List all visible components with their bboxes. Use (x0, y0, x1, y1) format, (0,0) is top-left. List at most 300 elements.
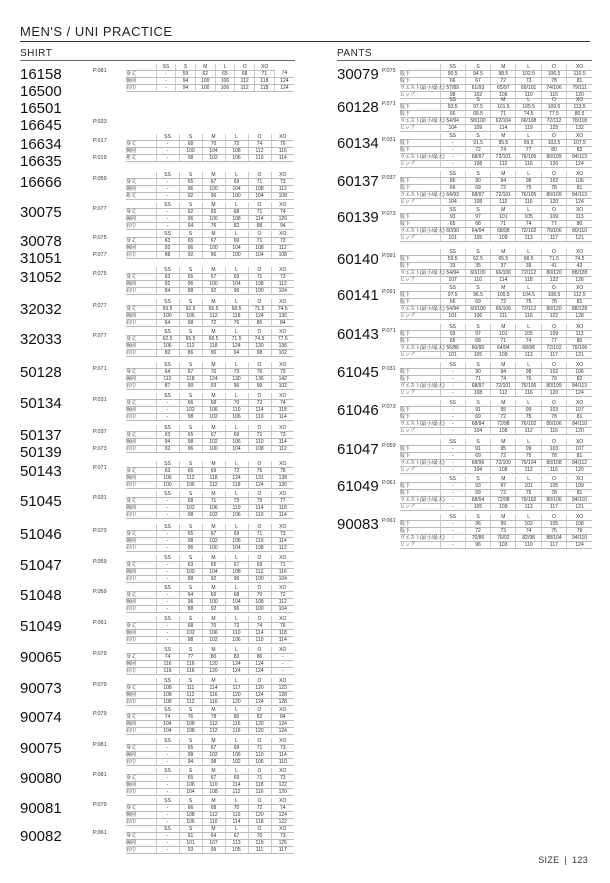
measurement-value: 76 (516, 376, 541, 383)
measurement-value: 71 (491, 221, 516, 228)
measurement-value: 117 (541, 542, 566, 549)
measurement-value: 66 (440, 185, 465, 192)
size-header-cell: S (465, 64, 490, 71)
measurement-value: 112 (235, 78, 255, 85)
measurement-value: 110 (248, 155, 271, 162)
product-code: 16158 (20, 66, 62, 83)
measurement-row (126, 400, 294, 407)
size-table (126, 491, 294, 519)
measurement-value: 65/97 (491, 85, 516, 92)
measurement-value: 79 (271, 369, 294, 376)
measurement-value: 108 (248, 545, 271, 552)
measurement-value: 81 (567, 299, 592, 306)
measurement-value: 96 (465, 542, 490, 549)
size-header-cell: L (516, 97, 541, 104)
size-header-cell: SS (440, 476, 465, 483)
measurement-value: 96 (179, 446, 202, 453)
measurement-value: 118 (255, 85, 275, 92)
measurement-value: 94 (271, 223, 294, 230)
measurement-label: 身丈 (126, 306, 156, 313)
measurement-value: 72 (248, 805, 271, 812)
page-reference: P.073 (93, 528, 107, 534)
measurement-label: 身丈 (126, 562, 156, 569)
size-table (400, 439, 592, 474)
measurement-label: ヒップ (400, 161, 440, 168)
size-header-cell: M (202, 585, 225, 592)
measurement-value: - (440, 467, 465, 474)
measurement-value: 99 (491, 521, 516, 528)
measurement-value: 84 (271, 714, 294, 721)
measurement-value: 106 (179, 482, 202, 489)
size-table (126, 172, 294, 200)
product-code: 90083 (337, 516, 379, 533)
size-header-cell: S (465, 249, 490, 256)
size-header-cell: XO (271, 362, 294, 369)
measurement-value: 62 (179, 209, 202, 216)
measurement-value: 111 (179, 685, 202, 692)
measurement-label: 肩巾 (126, 85, 156, 92)
size-table (400, 171, 592, 206)
size-header-cell: L (516, 400, 541, 407)
size-header-cell: XO (271, 707, 294, 714)
product-code: 51046 (20, 526, 62, 543)
size-header-cell: S (465, 133, 490, 140)
size-header-cell: L (215, 64, 235, 71)
size-table (400, 514, 592, 549)
measurement-row (126, 782, 294, 789)
size-header-cell: O (541, 285, 566, 292)
measurement-value: 124 (248, 313, 271, 320)
measurement-value: 90 (465, 178, 490, 185)
measurement-value: 109 (567, 483, 592, 490)
measurement-value: 117 (271, 847, 294, 854)
page-reference: P.079 (93, 711, 107, 717)
measurement-value: 72/98 (491, 497, 516, 504)
product-code: 50139 (20, 444, 62, 461)
measurement-label: 胸囲 (126, 721, 156, 728)
size-header-cell: M (202, 425, 225, 432)
measurement-value: 98 (516, 178, 541, 185)
measurement-value: 64/94 (491, 345, 516, 352)
measurement-value: 107 (567, 446, 592, 453)
measurement-value: 73 (271, 833, 294, 840)
measurement-value: 110 (516, 92, 541, 99)
measurement-value: 102 (202, 155, 225, 162)
size-header-cell: O (248, 134, 271, 141)
page-reference: P.091 (382, 253, 396, 259)
size-table (126, 134, 294, 162)
measurement-value: 128 (567, 313, 592, 320)
size-header-cell: S (179, 524, 202, 531)
measurement-row (400, 331, 592, 338)
measurement-value: 94/110 (567, 535, 592, 542)
measurement-value: 121 (567, 504, 592, 511)
measurement-value: 102 (202, 512, 225, 519)
size-header-cell: SS (156, 134, 179, 141)
size-table (126, 707, 294, 735)
size-header-cell: L (516, 133, 541, 140)
page-reference: P.073 (382, 404, 396, 410)
size-table (126, 585, 294, 613)
measurement-value: 84/110 (567, 421, 592, 428)
measurement-value: 106 (225, 637, 248, 644)
measurement-value: 67 (202, 531, 225, 538)
measurement-value: 104 (440, 199, 465, 206)
measurement-label: 股下 (400, 214, 440, 221)
measurement-value: 74 (156, 654, 179, 661)
size-header-cell: M (195, 64, 215, 71)
measurement-value: 72/101 (491, 154, 516, 161)
measurement-value: 68.5 (465, 111, 490, 118)
measurement-label: 胸囲 (126, 78, 156, 85)
measurement-value: 93 (465, 483, 490, 490)
measurement-value: 118 (202, 475, 225, 482)
measurement-value: 106 (215, 78, 235, 85)
measurement-value: - (440, 497, 465, 504)
measurement-value: 69 (225, 745, 248, 752)
measurement-value: 114 (248, 630, 271, 637)
measurement-value: 124 (248, 668, 271, 675)
measurement-value: 110 (248, 752, 271, 759)
measurement-value: 81 (567, 185, 592, 192)
measurement-value: 112 (179, 699, 202, 706)
size-header-cell: XO (271, 393, 294, 400)
page-reference: P.061 (93, 830, 107, 836)
product-code: 51047 (20, 557, 62, 574)
measurement-label: 胸囲 (126, 148, 156, 155)
measurement-value: 106 (225, 512, 248, 519)
measurement-label: 股下 (400, 490, 440, 497)
size-header-cell: O (541, 207, 566, 214)
measurement-value: 68/96 (465, 460, 490, 467)
measurement-row (126, 654, 294, 661)
measurement-value: 98 (179, 414, 202, 421)
measurement-value: - (156, 216, 179, 223)
size-header-cell: S (465, 400, 490, 407)
measurement-label: 身丈 (126, 336, 156, 343)
measurement-row (126, 274, 294, 281)
measurement-value: 130 (271, 482, 294, 489)
measurement-value: 69/101 (516, 85, 541, 92)
measurement-value: 120 (248, 812, 271, 819)
measurement-value: 116 (202, 699, 225, 706)
size-header-cell: SS (440, 285, 465, 292)
measurement-value: - (440, 542, 465, 549)
measurement-value: 71 (248, 238, 271, 245)
measurement-row (126, 692, 294, 699)
measurement-value: 120 (271, 216, 294, 223)
product-code: 90080 (20, 770, 62, 787)
measurement-value: 100 (225, 193, 248, 200)
product-code: 50143 (20, 463, 62, 480)
measurement-label: 股下 (400, 185, 440, 192)
measurement-value: 114 (248, 407, 271, 414)
measurement-label: 胸囲 (126, 343, 156, 350)
measurement-value: 66 (179, 468, 202, 475)
size-header-cell: L (516, 64, 541, 71)
measurement-value: 76/105 (516, 383, 541, 390)
measurement-row (400, 446, 592, 453)
measurement-value: 96 (225, 576, 248, 583)
measurement-value: 62.5 (156, 336, 179, 343)
measurement-value: 75 (248, 468, 271, 475)
measurement-row (126, 281, 294, 288)
measurement-label: 胸囲 (126, 692, 156, 699)
size-table (400, 362, 592, 397)
measurement-label: 身丈 (126, 498, 156, 505)
measurement-value: 97 (465, 214, 490, 221)
measurement-value: 81 (567, 453, 592, 460)
measurement-row (126, 819, 294, 826)
measurement-value: 118 (255, 78, 275, 85)
measurement-value: 74 (248, 623, 271, 630)
measurement-value: 117 (541, 504, 566, 511)
size-header-cell: XO (271, 425, 294, 432)
measurement-value: 67 (465, 78, 490, 85)
measurement-value: 68 (202, 400, 225, 407)
measurement-value: 104 (156, 728, 179, 735)
measurement-value: 104 (225, 545, 248, 552)
measurement-value: 78 (541, 453, 566, 460)
measurement-value: 88/104 (541, 535, 566, 542)
measurement-value: 99 (248, 383, 271, 390)
size-header-cell: XO (271, 524, 294, 531)
size-header-cell: M (202, 134, 225, 141)
measurement-value: - (156, 562, 179, 569)
measurement-value: 65 (215, 71, 235, 78)
measurement-label: ヒップ (400, 313, 440, 320)
measurement-value: 113 (516, 504, 541, 511)
measurement-row (126, 699, 294, 706)
measurement-value: 64 (179, 223, 202, 230)
measurement-value: 67 (225, 562, 248, 569)
measurement-value: 114 (248, 505, 271, 512)
measurement-value: 108 (225, 569, 248, 576)
size-header-cell: M (491, 133, 516, 140)
size-table (126, 524, 294, 552)
measurement-label: 股下 (400, 446, 440, 453)
measurement-label: 胸囲 (126, 475, 156, 482)
size-header-cell: L (225, 362, 248, 369)
measurement-row (400, 277, 592, 284)
measurement-label: ウエスト(最小/最大) (400, 84, 445, 91)
size-header-cell: L (225, 491, 248, 498)
measurement-value: 136 (248, 376, 271, 383)
measurement-value: 75 (541, 528, 566, 535)
product-code: 90074 (20, 709, 62, 726)
measurement-value: 116 (225, 812, 248, 819)
measurement-row (400, 428, 592, 435)
measurement-value: 112 (271, 446, 294, 453)
measurement-value: 107 (202, 840, 225, 847)
measurement-value: 112 (156, 376, 179, 383)
page-reference: P.077 (93, 333, 107, 339)
measurement-value: 65 (179, 745, 202, 752)
measurement-label: 胸囲 (126, 599, 156, 606)
measurement-value: 71 (248, 432, 271, 439)
measurement-label: 身丈 (126, 685, 156, 692)
measurement-value: 74 (271, 400, 294, 407)
size-header-cell: L (225, 616, 248, 623)
measurement-value: 75 (248, 498, 271, 505)
measurement-value: 72/101 (491, 383, 516, 390)
measurement-value: 93 (440, 331, 465, 338)
measurement-row (400, 352, 592, 359)
size-table (400, 97, 592, 132)
product-code: 30075 (20, 204, 62, 221)
measurement-label: 胸囲 (126, 281, 156, 288)
measurement-value: 112 (271, 599, 294, 606)
measurement-value: 80/106 (541, 497, 566, 504)
size-header-cell: O (248, 231, 271, 238)
size-header-cell: M (491, 64, 516, 71)
measurement-value: 84/112 (567, 460, 592, 467)
size-header-cell: S (179, 647, 202, 654)
measurement-value: 72 (225, 623, 248, 630)
measurement-value: 68 (225, 209, 248, 216)
product-code: 31052 (20, 269, 62, 286)
size-table (126, 202, 294, 230)
measurement-value: 60/100 (465, 270, 490, 277)
measurement-value: 106 (215, 85, 235, 92)
size-header-cell: XO (271, 134, 294, 141)
size-table (126, 64, 294, 92)
measurement-value: 62/104 (491, 118, 516, 125)
measurement-row (126, 562, 294, 569)
size-header-cell: M (202, 267, 225, 274)
size-header-cell: SS (156, 267, 179, 274)
size-header-cell: XO (567, 514, 592, 521)
size-table (126, 425, 294, 453)
size-header-cell: SS (156, 461, 179, 468)
size-header-cell: L (225, 134, 248, 141)
measurement-row (126, 85, 294, 92)
measurement-value: 124 (274, 78, 294, 85)
measurement-value: 104 (440, 125, 465, 132)
measurement-value: 76/104 (516, 460, 541, 467)
measurement-value: 110 (202, 782, 225, 789)
page-reference: P.079 (93, 802, 107, 808)
measurement-value: - (156, 400, 179, 407)
size-header-cell: S (465, 362, 490, 369)
measurement-value: 110 (248, 439, 271, 446)
measurement-value: - (440, 460, 465, 467)
size-header-cell: XO (271, 798, 294, 805)
measurement-value: 98 (202, 759, 225, 766)
size-header-cell: S (179, 461, 202, 468)
measurement-row (126, 336, 294, 343)
measurement-value: 103.5 (541, 140, 566, 147)
measurement-value: 104 (156, 721, 179, 728)
size-header-cell: M (202, 329, 225, 336)
measurement-row (400, 490, 592, 497)
measurement-value: 109 (541, 214, 566, 221)
measurement-value: 113 (516, 352, 541, 359)
measurement-value: 96 (179, 281, 202, 288)
page-footer (538, 855, 588, 865)
measurement-value: 93 (202, 383, 225, 390)
size-header-cell: SS (156, 393, 179, 400)
measurement-row (126, 432, 294, 439)
measurement-value: 75 (516, 453, 541, 460)
measurement-value: - (440, 504, 465, 511)
measurement-row (400, 292, 592, 299)
measurement-row (126, 238, 294, 245)
measurement-value: 82 (248, 714, 271, 721)
measurement-value: 103 (541, 446, 566, 453)
measurement-row (126, 576, 294, 583)
measurement-value: 39 (516, 263, 541, 270)
measurement-value: 118 (248, 782, 271, 789)
measurement-value: 64/93 (440, 192, 465, 199)
product-code: 50134 (20, 395, 62, 412)
measurement-value: 102 (225, 759, 248, 766)
product-code: 61046 (337, 402, 379, 419)
measurement-value: 82 (156, 350, 179, 357)
measurement-row (400, 521, 592, 528)
measurement-value: 94 (225, 350, 248, 357)
size-header-cell: O (541, 171, 566, 178)
measurement-label: 股下 (400, 414, 440, 421)
measurement-value: 120 (541, 199, 566, 206)
measurement-value: 124 (274, 85, 294, 92)
measurement-row (126, 209, 294, 216)
measurement-value: 63 (156, 432, 179, 439)
measurement-value: 107 (567, 407, 592, 414)
measurement-value: 106 (248, 759, 271, 766)
measurement-value: 122 (271, 819, 294, 826)
measurement-label: ウエスト(最小/最大) (400, 496, 445, 503)
measurement-label: 身丈 (126, 654, 156, 661)
measurement-value: 112.5 (567, 292, 592, 299)
measurement-value: 80.5 (567, 111, 592, 118)
measurement-row (400, 185, 592, 192)
measurement-value: 118 (179, 376, 202, 383)
measurement-row (126, 148, 294, 155)
measurement-value: - (156, 155, 179, 162)
measurement-label: ヒップ (400, 542, 440, 549)
measurement-value: 112 (202, 482, 225, 489)
size-header-cell: SS (440, 133, 465, 140)
measurement-value: 80/109 (541, 383, 566, 390)
measurement-value: 76 (179, 714, 202, 721)
product-code: 61045 (337, 364, 379, 381)
measurement-value: 123 (271, 685, 294, 692)
measurement-value: 130 (271, 313, 294, 320)
measurement-value: 77 (271, 498, 294, 505)
measurement-value: - (271, 661, 294, 668)
measurement-label: 肩巾 (126, 759, 156, 766)
measurement-value: 72 (271, 592, 294, 599)
measurement-value: 67 (202, 745, 225, 752)
measurement-value: 74 (271, 209, 294, 216)
measurement-value: 67 (202, 179, 225, 186)
measurement-label: 肩巾 (126, 223, 156, 230)
measurement-value: 106 (225, 752, 248, 759)
measurement-value: - (156, 407, 179, 414)
measurement-value: 73 (271, 274, 294, 281)
measurement-value: 68 (179, 141, 202, 148)
measurement-value: 114 (271, 538, 294, 545)
size-header-cell: XO (567, 249, 592, 256)
product-code: 30078 (20, 233, 62, 250)
measurement-value: - (156, 498, 179, 505)
measurement-value: 108 (491, 467, 516, 474)
measurement-value: 100 (225, 252, 248, 259)
measurement-value: 108 (567, 521, 592, 528)
measurement-value: 64/94 (465, 228, 490, 235)
measurement-value: 63 (156, 238, 179, 245)
